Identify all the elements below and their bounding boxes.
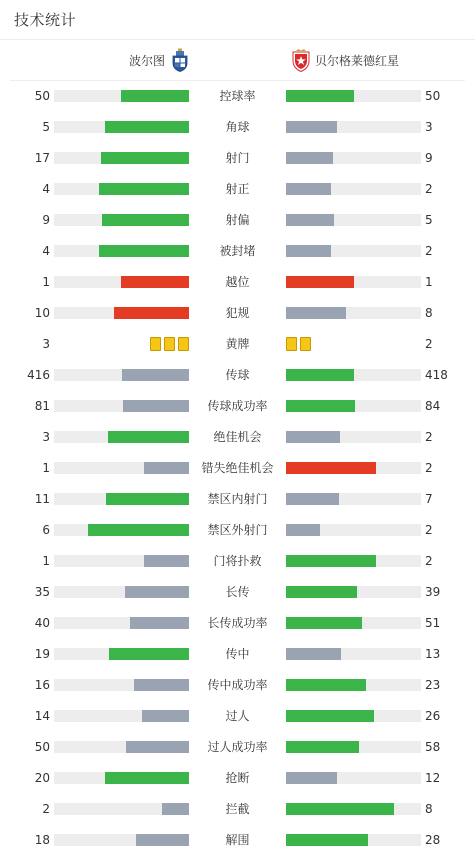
home-value: 2 xyxy=(42,802,50,816)
away-bar-fill xyxy=(286,121,337,133)
away-bar-track xyxy=(286,493,421,505)
home-bar-fill xyxy=(105,121,189,133)
away-bar-fill xyxy=(286,307,346,319)
away-bar-track xyxy=(286,679,421,691)
home-bar-track xyxy=(54,741,189,753)
home-value: 5 xyxy=(42,120,50,134)
away-bar-fill xyxy=(286,369,354,381)
away-value: 39 xyxy=(425,585,441,599)
home-bar-track xyxy=(54,152,189,164)
home-bar-track xyxy=(54,276,189,288)
away-value: 12 xyxy=(425,771,441,785)
away-bar-track xyxy=(286,307,421,319)
stat-row xyxy=(0,732,475,763)
home-bar-fill xyxy=(108,431,189,443)
away-value: 2 xyxy=(425,244,433,258)
home-bar-track xyxy=(54,245,189,257)
stat-label: 射偏 xyxy=(225,213,250,227)
stat-label: 长传成功率 xyxy=(207,616,268,630)
stat-label: 拦截 xyxy=(225,802,250,816)
away-bar-fill xyxy=(286,90,354,102)
away-bar-track xyxy=(286,555,421,567)
away-bar-track xyxy=(286,152,421,164)
stat-row xyxy=(0,484,475,515)
away-bar-track xyxy=(286,214,421,226)
stat-row xyxy=(0,701,475,732)
home-value: 40 xyxy=(34,616,50,630)
away-bar-track xyxy=(286,710,421,722)
away-bar-fill xyxy=(286,276,354,288)
stat-label: 抢断 xyxy=(225,771,250,785)
stat-label: 越位 xyxy=(225,275,250,289)
home-bar-track xyxy=(54,617,189,629)
stat-row xyxy=(0,174,475,205)
away-value: 26 xyxy=(425,709,441,723)
away-value: 8 xyxy=(425,802,433,816)
home-bar-track xyxy=(54,90,189,102)
away-bar-track xyxy=(286,617,421,629)
away-bar-track xyxy=(286,462,421,474)
home-yellow-cards xyxy=(150,337,189,351)
stat-label: 过人 xyxy=(225,709,250,723)
stat-row xyxy=(0,329,475,360)
stat-label: 传球成功率 xyxy=(207,399,268,413)
home-bar-fill xyxy=(136,834,189,846)
stat-label: 禁区内射门 xyxy=(207,492,268,506)
away-value: 2 xyxy=(425,337,433,351)
home-bar-fill xyxy=(121,90,189,102)
away-bar-fill xyxy=(286,586,357,598)
away-bar-fill xyxy=(286,741,359,753)
yellow-card-icon xyxy=(286,337,297,351)
home-bar-track xyxy=(54,369,189,381)
away-value: 50 xyxy=(425,89,441,103)
away-value: 8 xyxy=(425,306,433,320)
stats-list xyxy=(0,81,475,856)
yellow-card-icon xyxy=(150,337,161,351)
away-bar-track xyxy=(286,648,421,660)
home-bar-fill xyxy=(99,183,189,195)
home-bar-track xyxy=(54,400,189,412)
away-bar-track xyxy=(286,586,421,598)
home-bar-fill xyxy=(162,803,189,815)
away-value: 1 xyxy=(425,275,433,289)
home-value: 20 xyxy=(34,771,50,785)
stat-row xyxy=(0,267,475,298)
stat-row xyxy=(0,422,475,453)
away-bar-track xyxy=(286,524,421,536)
away-bar-track xyxy=(286,369,421,381)
home-bar-track xyxy=(54,772,189,784)
home-value: 81 xyxy=(34,399,50,413)
home-value: 50 xyxy=(34,740,50,754)
home-bar-track xyxy=(54,524,189,536)
home-bar-fill xyxy=(99,245,189,257)
home-value: 1 xyxy=(42,461,50,475)
away-value: 58 xyxy=(425,740,441,754)
home-value: 10 xyxy=(34,306,50,320)
home-value: 3 xyxy=(42,337,50,351)
home-bar-fill xyxy=(142,710,189,722)
home-bar-track xyxy=(54,493,189,505)
away-bar-track xyxy=(286,90,421,102)
home-bar-fill xyxy=(109,648,189,660)
away-bar-fill xyxy=(286,183,331,195)
away-bar-fill xyxy=(286,152,333,164)
home-bar-fill xyxy=(102,214,189,226)
home-team-name: 波尔图 xyxy=(128,53,165,68)
stat-row xyxy=(0,391,475,422)
away-bar-fill xyxy=(286,679,366,691)
stat-label: 被封堵 xyxy=(219,244,256,258)
home-value: 14 xyxy=(34,709,50,723)
away-value: 28 xyxy=(425,833,441,847)
away-value: 13 xyxy=(425,647,441,661)
home-value: 1 xyxy=(42,554,50,568)
home-bar-fill xyxy=(105,772,189,784)
stat-row xyxy=(0,236,475,267)
home-team-crest-icon xyxy=(171,48,189,72)
home-value: 3 xyxy=(42,430,50,444)
stat-row xyxy=(0,670,475,701)
home-bar-fill xyxy=(121,276,189,288)
home-bar-track xyxy=(54,183,189,195)
away-value: 2 xyxy=(425,523,433,537)
stat-row xyxy=(0,453,475,484)
stat-row xyxy=(0,360,475,391)
away-value: 84 xyxy=(425,399,441,413)
away-value: 2 xyxy=(425,430,433,444)
away-bar-track xyxy=(286,121,421,133)
stat-label: 解围 xyxy=(225,833,250,847)
stat-row xyxy=(0,81,475,112)
home-bar-track xyxy=(54,803,189,815)
stat-label: 射正 xyxy=(225,182,250,196)
stat-label: 绝佳机会 xyxy=(213,430,262,444)
away-value: 5 xyxy=(425,213,433,227)
home-bar-fill xyxy=(106,493,189,505)
away-value: 2 xyxy=(425,461,433,475)
home-bar-fill xyxy=(125,586,189,598)
home-bar-fill xyxy=(101,152,189,164)
stat-label: 错失绝佳机会 xyxy=(201,461,274,475)
home-bar-fill xyxy=(144,462,189,474)
home-bar-fill xyxy=(114,307,189,319)
home-bar-track xyxy=(54,214,189,226)
stat-row xyxy=(0,794,475,825)
home-value: 4 xyxy=(42,244,50,258)
away-bar-fill xyxy=(286,710,374,722)
teams-row xyxy=(10,40,465,81)
away-value: 51 xyxy=(425,616,441,630)
stat-row xyxy=(0,608,475,639)
away-bar-fill xyxy=(286,834,368,846)
stat-label: 过人成功率 xyxy=(207,740,268,754)
home-team[interactable] xyxy=(129,40,189,80)
away-bar-track xyxy=(286,400,421,412)
yellow-card-icon xyxy=(300,337,311,351)
stat-row xyxy=(0,639,475,670)
away-value: 2 xyxy=(425,554,433,568)
away-bar-fill xyxy=(286,431,340,443)
yellow-card-icon xyxy=(164,337,175,351)
stat-row xyxy=(0,515,475,546)
home-bar-fill xyxy=(144,555,189,567)
away-bar-fill xyxy=(286,648,341,660)
away-bar-fill xyxy=(286,245,331,257)
stat-row xyxy=(0,112,475,143)
stat-label: 传球 xyxy=(225,368,250,382)
stat-label: 犯规 xyxy=(225,306,250,320)
away-team-name: 贝尔格莱德红星 xyxy=(315,53,400,68)
away-bar-fill xyxy=(286,803,394,815)
stat-row xyxy=(0,546,475,577)
stat-label: 控球率 xyxy=(219,89,256,103)
home-value: 35 xyxy=(34,585,50,599)
home-bar-fill xyxy=(134,679,189,691)
away-bar-fill xyxy=(286,772,337,784)
away-value: 9 xyxy=(425,151,433,165)
header xyxy=(0,0,475,40)
home-bar-track xyxy=(54,710,189,722)
away-yellow-cards xyxy=(286,337,311,351)
stat-label: 长传 xyxy=(225,585,250,599)
home-bar-track xyxy=(54,555,189,567)
stat-row xyxy=(0,143,475,174)
away-bar-fill xyxy=(286,214,334,226)
home-bar-fill xyxy=(122,369,189,381)
home-bar-fill xyxy=(130,617,189,629)
stat-label: 传中 xyxy=(225,647,250,661)
stat-label: 角球 xyxy=(225,120,250,134)
away-bar-track xyxy=(286,741,421,753)
away-bar-track xyxy=(286,834,421,846)
away-team-crest-icon xyxy=(292,48,310,72)
home-value: 1 xyxy=(42,275,50,289)
home-bar-fill xyxy=(126,741,189,753)
home-value: 416 xyxy=(27,368,50,382)
home-value: 11 xyxy=(34,492,50,506)
home-value: 18 xyxy=(34,833,50,847)
away-bar-fill xyxy=(286,400,355,412)
home-value: 4 xyxy=(42,182,50,196)
away-bar-fill xyxy=(286,462,376,474)
away-value: 7 xyxy=(425,492,433,506)
home-value: 17 xyxy=(34,151,50,165)
away-bar-track xyxy=(286,245,421,257)
page-title: 技术统计 xyxy=(14,11,77,29)
stat-row xyxy=(0,577,475,608)
home-bar-track xyxy=(54,834,189,846)
home-bar-track xyxy=(54,307,189,319)
home-bar-track xyxy=(54,586,189,598)
home-value: 16 xyxy=(34,678,50,692)
away-bar-fill xyxy=(286,555,376,567)
away-bar-fill xyxy=(286,617,362,629)
stat-label: 黄牌 xyxy=(225,337,250,351)
away-value: 2 xyxy=(425,182,433,196)
home-bar-track xyxy=(54,121,189,133)
home-bar-track xyxy=(54,648,189,660)
away-value: 418 xyxy=(425,368,448,382)
away-value: 3 xyxy=(425,120,433,134)
away-bar-track xyxy=(286,276,421,288)
home-bar-track xyxy=(54,462,189,474)
away-team[interactable] xyxy=(292,40,399,80)
away-bar-track xyxy=(286,772,421,784)
yellow-card-icon xyxy=(178,337,189,351)
stat-row xyxy=(0,205,475,236)
stat-row xyxy=(0,763,475,794)
stat-row xyxy=(0,825,475,856)
home-value: 50 xyxy=(34,89,50,103)
away-bar-fill xyxy=(286,493,339,505)
away-value: 23 xyxy=(425,678,441,692)
home-value: 9 xyxy=(42,213,50,227)
home-bar-track xyxy=(54,431,189,443)
stat-label: 传中成功率 xyxy=(207,678,268,692)
home-bar-fill xyxy=(123,400,189,412)
home-bar-track xyxy=(54,679,189,691)
stat-row xyxy=(0,298,475,329)
stat-label: 射门 xyxy=(225,151,250,165)
away-bar-track xyxy=(286,431,421,443)
stat-label: 门将扑救 xyxy=(213,554,262,568)
home-value: 19 xyxy=(34,647,50,661)
away-bar-track xyxy=(286,183,421,195)
away-bar-fill xyxy=(286,524,320,536)
away-bar-track xyxy=(286,803,421,815)
home-bar-fill xyxy=(88,524,189,536)
stat-label: 禁区外射门 xyxy=(207,523,268,537)
home-value: 6 xyxy=(42,523,50,537)
